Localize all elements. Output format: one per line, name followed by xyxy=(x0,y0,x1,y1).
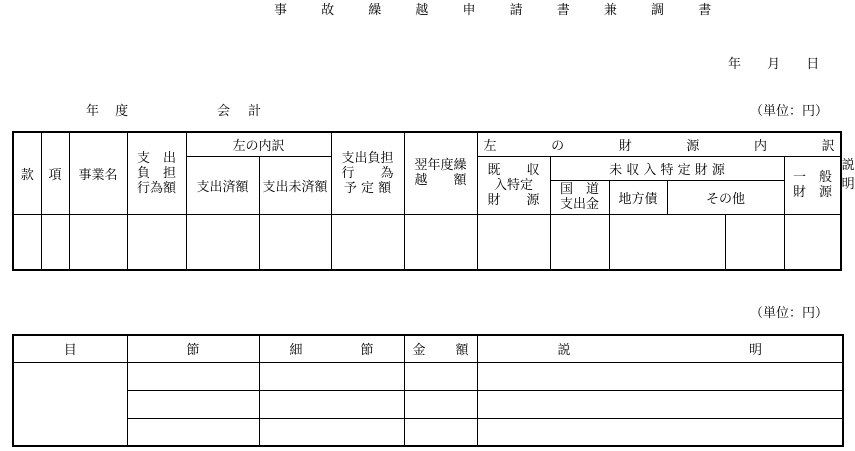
header-funding-breakdown xyxy=(477,132,841,156)
unit-label-top: （単位：円） xyxy=(750,104,829,119)
header-general-funding: 一 般 財 源 xyxy=(784,156,841,214)
header-kan: 款 xyxy=(13,132,41,214)
explanation-char-2: 明 xyxy=(748,343,762,359)
funding-breakdown-char-4: 源 xyxy=(686,138,700,154)
header-moku: 目 xyxy=(13,335,127,362)
funding-breakdown-char-3: 財 xyxy=(618,138,632,154)
amount-char-2: 額 xyxy=(455,343,469,359)
header-setsu: 節 xyxy=(127,335,259,362)
header-project-name: 事業名 xyxy=(69,132,127,214)
deferral-table: 款 項 事業名 支 出 負 担 行為額 左の内訳 支出負担 行 為 予 定 額 翌年度繰 越 額 左 の 財 源 内 訳 説 明 支出済額 支出未済額 既 収 入特定 財 源 未 収 入 特 定 財 源 一 般 財 源 国 道 支出金 地方債 その他 xyxy=(12,131,842,271)
table-row xyxy=(13,418,843,446)
table-row xyxy=(13,214,841,270)
unit-label-bottom: （単位：円） xyxy=(750,306,829,321)
header-kou: 項 xyxy=(41,132,69,214)
saisetsu-char-1: 細 xyxy=(289,343,303,359)
table-row xyxy=(13,362,843,390)
header-unpaid: 支出未済額 xyxy=(259,156,331,214)
funding-breakdown-char-2: の xyxy=(551,138,565,154)
header-explanation xyxy=(477,335,843,362)
header-breakdown: 左の内訳 xyxy=(186,132,331,156)
explanation-char-1: 説 xyxy=(557,343,571,359)
header-other: その他 xyxy=(667,180,784,214)
header-saisetsu xyxy=(259,335,404,362)
header-unreceived-specific-funding: 未 収 入 特 定 財 源 xyxy=(550,156,784,180)
amount-char-1: 金 xyxy=(412,343,426,359)
funding-breakdown-char-6: 訳 xyxy=(821,138,835,154)
header-national-subsidy: 国 道 支出金 xyxy=(550,180,609,214)
header-received-specific-funding: 既 収 入特定 財 源 xyxy=(477,156,550,214)
funding-breakdown-char-5: 内 xyxy=(753,138,767,154)
saisetsu-char-2: 節 xyxy=(360,343,374,359)
fiscal-year-label: 年 度 xyxy=(86,104,129,119)
header-carryover-amount: 翌年度繰 越 額 xyxy=(404,132,477,214)
document-title: 事 故 繰 越 申 請 書 兼 調 書 xyxy=(274,3,727,18)
header-local-bond: 地方債 xyxy=(609,180,667,214)
funding-breakdown-char-1: 左 xyxy=(483,138,497,154)
table-row xyxy=(13,390,843,418)
header-paid: 支出済額 xyxy=(186,156,259,214)
header-expenditure-commitment: 支 出 負 担 行為額 xyxy=(127,132,186,214)
date-label: 年 月 日 xyxy=(728,57,820,72)
header-amount xyxy=(404,335,477,362)
detail-table xyxy=(12,334,844,447)
header-planned-commitment: 支出負担 行 為 予 定 額 xyxy=(331,132,404,214)
account-label: 会 計 xyxy=(217,104,262,119)
